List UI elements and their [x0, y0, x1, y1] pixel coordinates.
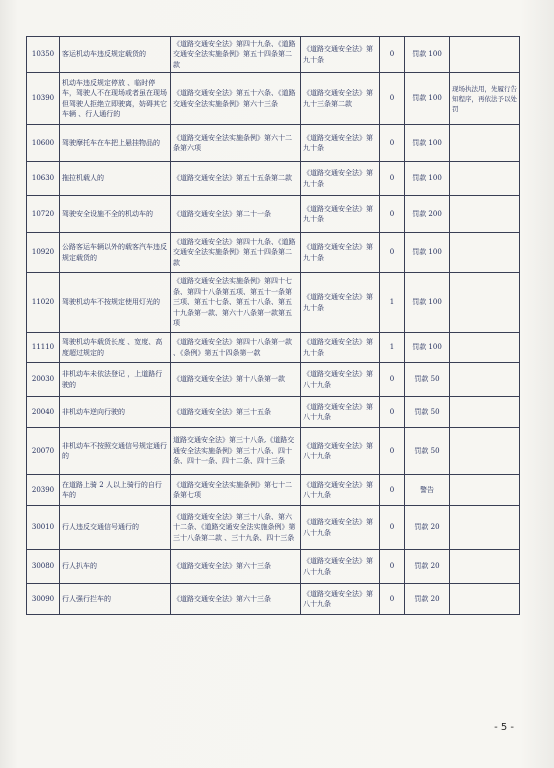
legal-basis: 《道路交通安全法》第六十三条: [171, 550, 301, 584]
penalty-points: 0: [380, 363, 405, 397]
fine-amount: 罚款 50: [405, 428, 450, 475]
remark: [450, 428, 520, 475]
penalty-basis: 《道路交通安全法》第八十九条: [301, 397, 380, 428]
table-body: [27, 37, 520, 615]
violation-code: 30080: [27, 550, 60, 584]
remark: [450, 506, 520, 550]
table-row: [27, 73, 520, 125]
violation-description: 机动车违反规定停放 、临时停车，驾驶人不在现场或者虽在现场但驾驶人拒绝立即驶离，妨碍其它车辆 、行人通行的: [60, 73, 171, 125]
penalty-points: 0: [380, 125, 405, 162]
remark: [450, 37, 520, 73]
table-row: [27, 273, 520, 333]
table-row: [27, 397, 520, 428]
violation-description: 拖拉机载人的: [60, 162, 171, 196]
violation-code: 10350: [27, 37, 60, 73]
violation-description: 行人强行拦车的: [60, 584, 171, 615]
penalty-basis: 《道路交通安全法》第八十九条: [301, 550, 380, 584]
violation-code: 10600: [27, 125, 60, 162]
violation-description: 非机动车未依法登记 ，上道路行驶的: [60, 363, 171, 397]
penalty-points: 0: [380, 475, 405, 506]
table-row: [27, 550, 520, 584]
legal-basis: 《道路交通安全法》第二十一条: [171, 196, 301, 233]
legal-basis: 《道路交通安全法》第四十九条、《道路交通安全法实施条例》第五十四条第二款: [171, 37, 301, 73]
penalty-basis: 《道路交通安全法》第九十条: [301, 162, 380, 196]
fine-amount: 罚款 100: [405, 37, 450, 73]
penalty-basis: 《道路交通安全法》第九十条: [301, 273, 380, 333]
fine-amount: 罚款 100: [405, 233, 450, 273]
legal-basis: 《道路交通安全法》第三十八条、第六十二条、《道路交通安全法实施条例》第三十八条第二款 、三十九条、四十三条: [171, 506, 301, 550]
violation-table: [26, 36, 520, 615]
fine-amount: 罚款 100: [405, 125, 450, 162]
remark: [450, 162, 520, 196]
violation-description: 行人扒车的: [60, 550, 171, 584]
fine-amount: 罚款 100: [405, 273, 450, 333]
table-row: [27, 162, 520, 196]
penalty-points: 0: [380, 428, 405, 475]
table-row: [27, 196, 520, 233]
remark: [450, 196, 520, 233]
violation-code: 10720: [27, 196, 60, 233]
table-row: [27, 125, 520, 162]
legal-basis: 《道路交通安全法》第四十八条第一款 、《条例》第五十四条第一款: [171, 333, 301, 363]
penalty-basis: 《道路交通安全法》第九十条: [301, 196, 380, 233]
penalty-points: 0: [380, 550, 405, 584]
penalty-points: 0: [380, 233, 405, 273]
penalty-basis: 《道路交通安全法》第九十条: [301, 37, 380, 73]
penalty-basis: 《道路交通安全法》第九十条: [301, 233, 380, 273]
violation-code: 20030: [27, 363, 60, 397]
legal-basis: 道路交通安全法》第三十八条,《道路交通安全法实施条例》第三十八条、四十条、四十一条、四十二条、四十三条: [171, 428, 301, 475]
violation-code: 11110: [27, 333, 60, 363]
violation-description: 驾驶机动车载货长度 、宽度、高度超过规定的: [60, 333, 171, 363]
fine-amount: 罚款 100: [405, 73, 450, 125]
fine-amount: 罚款 20: [405, 550, 450, 584]
table-row: [27, 37, 520, 73]
table-row: [27, 475, 520, 506]
penalty-basis: 《道路交通安全法》第八十九条: [301, 506, 380, 550]
penalty-basis: 《道路交通安全法》第八十九条: [301, 584, 380, 615]
violation-description: 驾驶机动车不按规定使用灯光的: [60, 273, 171, 333]
violation-code: 10920: [27, 233, 60, 273]
table-row: [27, 428, 520, 475]
table-row: [27, 584, 520, 615]
violation-code: 11020: [27, 273, 60, 333]
page-number: - 5 -: [494, 722, 514, 733]
violation-code: 30010: [27, 506, 60, 550]
remark: [450, 363, 520, 397]
penalty-basis: 《道路交通安全法》第八十九条: [301, 428, 380, 475]
legal-basis: 《道路交通安全法》第三十五条: [171, 397, 301, 428]
remark: [450, 233, 520, 273]
penalty-points: 0: [380, 73, 405, 125]
remark: [450, 550, 520, 584]
violation-code: 10390: [27, 73, 60, 125]
fine-amount: 罚款 50: [405, 397, 450, 428]
legal-basis: 《道路交通安全法》第六十三条: [171, 584, 301, 615]
table-row: [27, 233, 520, 273]
violation-description: 非机动车不按照交通信号规定通行的: [60, 428, 171, 475]
penalty-points: 0: [380, 37, 405, 73]
legal-basis: 《道路交通安全法》第五十六条、《道路交通安全法实施条例》第六十三条: [171, 73, 301, 125]
penalty-basis: 《道路交通安全法》第八十九条: [301, 363, 380, 397]
remark: [450, 333, 520, 363]
legal-basis: 《道路交通安全法》第十八条第一款: [171, 363, 301, 397]
violation-description: 在道路上骑 2 人以上骑行的自行车的: [60, 475, 171, 506]
fine-amount: 警告: [405, 475, 450, 506]
legal-basis: 《道路交通安全法实施条例》第六十二条第六项: [171, 125, 301, 162]
violation-code: 20390: [27, 475, 60, 506]
violation-description: 公路客运车辆以外的载客汽车违反规定载货的: [60, 233, 171, 273]
fine-amount: 罚款 50: [405, 363, 450, 397]
fine-amount: 罚款 100: [405, 162, 450, 196]
penalty-points: 0: [380, 162, 405, 196]
legal-basis: 《道路交通安全法》第四十九条、《道路交通安全法实施条例》第五十四条第二款: [171, 233, 301, 273]
remark: [450, 475, 520, 506]
fine-amount: 罚款 200: [405, 196, 450, 233]
violation-description: 行人违反交通信号通行的: [60, 506, 171, 550]
violation-code: 20070: [27, 428, 60, 475]
remark: 现场执法用，先履行告知程序，再依法予以处罚: [450, 73, 520, 125]
table-row: [27, 333, 520, 363]
fine-amount: 罚款 20: [405, 506, 450, 550]
violation-description: 驾驶安全设施不全的机动车的: [60, 196, 171, 233]
penalty-basis: 《道路交通安全法》第九十条: [301, 333, 380, 363]
legal-basis: 《道路交通安全法》第五十五条第二款: [171, 162, 301, 196]
fine-amount: 罚款 100: [405, 333, 450, 363]
penalty-points: 0: [380, 196, 405, 233]
remark: [450, 273, 520, 333]
violation-description: 客运机动车违反规定载货的: [60, 37, 171, 73]
penalty-points: 0: [380, 506, 405, 550]
legal-basis: 《道路交通安全法实施条例》第四十七条、第四十八条第五项、第五十一条第三项、第五十七条、第五十八条、第五十九条第一款、第六十八条第一款第五项: [171, 273, 301, 333]
violation-description: 驾驶摩托车在车把上悬挂物品的: [60, 125, 171, 162]
violation-description: 非机动车逆向行驶的: [60, 397, 171, 428]
table-row: [27, 506, 520, 550]
penalty-points: 1: [380, 273, 405, 333]
penalty-points: 0: [380, 397, 405, 428]
remark: [450, 397, 520, 428]
remark: [450, 584, 520, 615]
penalty-points: 1: [380, 333, 405, 363]
violation-code: 20040: [27, 397, 60, 428]
remark: [450, 125, 520, 162]
penalty-basis: 《道路交通安全法》第九十条: [301, 125, 380, 162]
fine-amount: 罚款 20: [405, 584, 450, 615]
violation-code: 10630: [27, 162, 60, 196]
penalty-points: 0: [380, 584, 405, 615]
legal-basis: 《道路交通安全法实施条例》第七十二条第七项: [171, 475, 301, 506]
violation-code: 30090: [27, 584, 60, 615]
table-row: [27, 363, 520, 397]
penalty-basis: 《道路交通安全法》第八十九条: [301, 475, 380, 506]
penalty-basis: 《道路交通安全法》第九十三条第二款: [301, 73, 380, 125]
